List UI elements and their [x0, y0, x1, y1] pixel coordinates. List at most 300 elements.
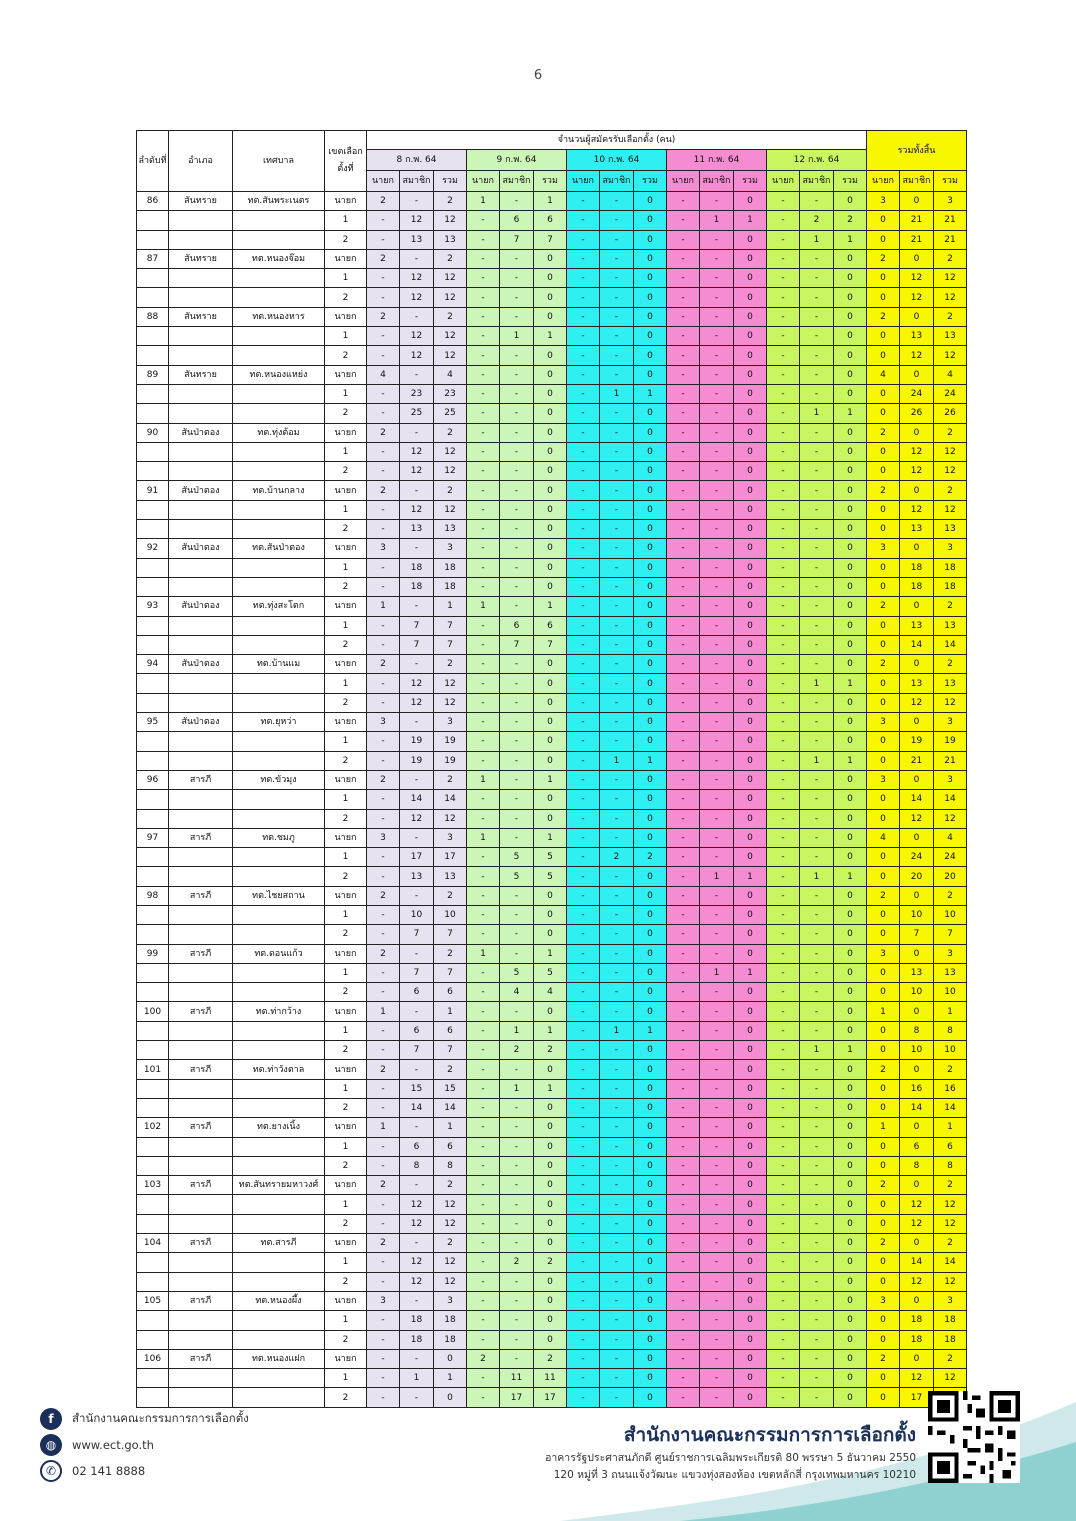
- row-value-cell: 0: [834, 1060, 867, 1079]
- row-value-cell: 0: [534, 1176, 567, 1195]
- row-value-cell: 18: [934, 577, 967, 596]
- row-amphoe: [169, 925, 233, 944]
- row-amphoe: [169, 1021, 233, 1040]
- row-value-cell: -: [800, 269, 834, 288]
- row-value-cell: -: [767, 1041, 800, 1060]
- row-value-cell: -: [800, 539, 834, 558]
- row-value-cell: -: [700, 1002, 734, 1021]
- row-value-cell: 2: [434, 655, 467, 674]
- row-value-cell: -: [667, 1118, 700, 1137]
- row-value-cell: -: [567, 674, 600, 693]
- row-value-cell: -: [600, 1041, 634, 1060]
- table-row: [137, 288, 967, 307]
- row-value-cell: 10: [400, 905, 434, 924]
- row-tessaban: [233, 442, 325, 461]
- row-value-cell: -: [400, 828, 434, 847]
- row-value-cell: -: [700, 365, 734, 384]
- row-value-cell: 12: [900, 288, 934, 307]
- row-value-cell: -: [600, 1118, 634, 1137]
- row-value-cell: 13: [434, 867, 467, 886]
- candidates-table: [136, 130, 967, 1408]
- row-tessaban: [233, 1195, 325, 1214]
- row-value-cell: 0: [867, 1253, 900, 1272]
- row-value-cell: -: [600, 442, 634, 461]
- row-no: [137, 1137, 169, 1156]
- table-row: [137, 674, 967, 693]
- row-value-cell: -: [667, 1156, 700, 1175]
- row-tessaban: [233, 230, 325, 249]
- row-value-cell: -: [800, 1021, 834, 1040]
- row-value-cell: -: [567, 905, 600, 924]
- row-value-cell: 3: [867, 770, 900, 789]
- row-amphoe: [169, 327, 233, 346]
- row-value-cell: -: [700, 886, 734, 905]
- org-address-line-2: 120 หมู่ที่ 3 ถนนแจ้งวัฒนะ แขวงทุ่งสองห้อง เขตหลักสี่ กรุงเทพมหานคร 10210: [553, 1469, 916, 1481]
- row-value-cell: 0: [634, 365, 667, 384]
- row-amphoe: [169, 983, 233, 1002]
- row-value-cell: -: [767, 1002, 800, 1021]
- row-value-cell: -: [567, 1098, 600, 1117]
- row-value-cell: -: [700, 1369, 734, 1388]
- row-amphoe: สันทราย: [169, 192, 233, 211]
- row-value-cell: 0: [834, 1002, 867, 1021]
- row-value-cell: -: [767, 655, 800, 674]
- row-amphoe: [169, 1041, 233, 1060]
- row-value-cell: 0: [834, 539, 867, 558]
- row-value-cell: -: [600, 481, 634, 500]
- row-district: 1: [325, 905, 367, 924]
- row-value-cell: 12: [900, 442, 934, 461]
- row-value-cell: 2: [434, 944, 467, 963]
- row-value-cell: 0: [534, 442, 567, 461]
- row-value-cell: 0: [867, 809, 900, 828]
- row-value-cell: -: [767, 1214, 800, 1233]
- row-value-cell: 0: [634, 674, 667, 693]
- row-value-cell: 12: [934, 1369, 967, 1388]
- row-amphoe: สารภี: [169, 770, 233, 789]
- row-district: นายก: [325, 365, 367, 384]
- row-value-cell: -: [567, 269, 600, 288]
- row-value-cell: -: [367, 983, 400, 1002]
- row-value-cell: -: [400, 1002, 434, 1021]
- row-value-cell: 1: [934, 1002, 967, 1021]
- row-value-cell: -: [600, 693, 634, 712]
- row-value-cell: 2: [867, 597, 900, 616]
- row-value-cell: -: [767, 211, 800, 230]
- row-value-cell: 0: [634, 192, 667, 211]
- row-amphoe: [169, 1195, 233, 1214]
- row-no: 90: [137, 423, 169, 442]
- row-value-cell: 2: [367, 1234, 400, 1253]
- table-row: [137, 1311, 967, 1330]
- table-row: [137, 404, 967, 423]
- row-value-cell: -: [800, 1311, 834, 1330]
- row-amphoe: [169, 867, 233, 886]
- row-tessaban: [233, 963, 325, 982]
- row-value-cell: -: [600, 597, 634, 616]
- row-value-cell: 0: [834, 288, 867, 307]
- row-district: 2: [325, 577, 367, 596]
- row-no: [137, 1330, 169, 1349]
- row-value-cell: 2: [434, 249, 467, 268]
- row-amphoe: [169, 790, 233, 809]
- row-value-cell: 21: [900, 751, 934, 770]
- row-value-cell: 7: [400, 616, 434, 635]
- row-value-cell: 7: [400, 1041, 434, 1060]
- row-tessaban: [233, 346, 325, 365]
- row-value-cell: -: [467, 713, 500, 732]
- row-value-cell: 7: [500, 635, 534, 654]
- row-value-cell: 10: [900, 983, 934, 1002]
- row-value-cell: -: [367, 558, 400, 577]
- row-value-cell: -: [367, 1079, 400, 1098]
- row-tessaban: [233, 327, 325, 346]
- row-value-cell: -: [367, 751, 400, 770]
- row-value-cell: -: [700, 1349, 734, 1368]
- row-value-cell: 0: [867, 1041, 900, 1060]
- row-value-cell: 0: [634, 1060, 667, 1079]
- row-district: 1: [325, 500, 367, 519]
- row-value-cell: 0: [834, 983, 867, 1002]
- row-value-cell: -: [467, 1291, 500, 1310]
- row-value-cell: 12: [900, 462, 934, 481]
- row-amphoe: [169, 404, 233, 423]
- row-value-cell: -: [600, 905, 634, 924]
- row-value-cell: -: [800, 1176, 834, 1195]
- row-value-cell: 3: [867, 713, 900, 732]
- row-value-cell: 0: [867, 211, 900, 230]
- row-value-cell: 2: [367, 944, 400, 963]
- row-value-cell: -: [800, 655, 834, 674]
- row-value-cell: 0: [867, 558, 900, 577]
- row-value-cell: -: [667, 481, 700, 500]
- row-value-cell: -: [600, 192, 634, 211]
- row-value-cell: -: [467, 365, 500, 384]
- table-row: [137, 327, 967, 346]
- row-value-cell: 0: [734, 249, 767, 268]
- row-value-cell: 1: [534, 770, 567, 789]
- row-value-cell: 6: [934, 1137, 967, 1156]
- row-value-cell: -: [700, 462, 734, 481]
- row-value-cell: 2: [434, 192, 467, 211]
- row-value-cell: 18: [434, 558, 467, 577]
- row-value-cell: 12: [934, 1272, 967, 1291]
- row-amphoe: สารภี: [169, 886, 233, 905]
- row-value-cell: 14: [434, 1098, 467, 1117]
- row-value-cell: 13: [900, 616, 934, 635]
- row-value-cell: 0: [734, 269, 767, 288]
- row-value-cell: -: [467, 346, 500, 365]
- row-value-cell: 3: [434, 539, 467, 558]
- row-value-cell: 18: [400, 577, 434, 596]
- row-amphoe: [169, 462, 233, 481]
- row-value-cell: -: [500, 1234, 534, 1253]
- row-value-cell: 1: [800, 674, 834, 693]
- table-row: [137, 462, 967, 481]
- header-group-title: จำนวนผู้สมัครรับเลือกตั้ง (คน): [367, 131, 867, 150]
- row-amphoe: สารภี: [169, 1291, 233, 1310]
- row-no: 100: [137, 1002, 169, 1021]
- table-row: [137, 481, 967, 500]
- row-value-cell: -: [600, 1330, 634, 1349]
- row-tessaban: [233, 211, 325, 230]
- row-value-cell: -: [567, 790, 600, 809]
- row-district: 2: [325, 983, 367, 1002]
- row-value-cell: 0: [834, 1369, 867, 1388]
- row-value-cell: 0: [634, 886, 667, 905]
- row-value-cell: 0: [534, 1195, 567, 1214]
- row-value-cell: 0: [634, 983, 667, 1002]
- row-value-cell: 6: [434, 983, 467, 1002]
- row-value-cell: -: [667, 713, 700, 732]
- row-value-cell: 0: [834, 520, 867, 539]
- row-value-cell: -: [567, 597, 600, 616]
- row-value-cell: -: [767, 828, 800, 847]
- row-value-cell: 1: [500, 327, 534, 346]
- row-value-cell: 0: [534, 655, 567, 674]
- row-value-cell: 24: [900, 848, 934, 867]
- table-row: [137, 442, 967, 461]
- row-value-cell: 2: [934, 1060, 967, 1079]
- facebook-icon[interactable]: f: [40, 1408, 62, 1430]
- subheader-d5-member: สมาชิก: [800, 171, 834, 192]
- row-amphoe: [169, 1214, 233, 1233]
- row-value-cell: 0: [634, 481, 667, 500]
- row-value-cell: 0: [834, 346, 867, 365]
- row-value-cell: 0: [867, 1195, 900, 1214]
- row-value-cell: 1: [534, 192, 567, 211]
- row-value-cell: -: [667, 1349, 700, 1368]
- row-value-cell: -: [700, 1137, 734, 1156]
- row-no: [137, 1195, 169, 1214]
- row-value-cell: -: [700, 1291, 734, 1310]
- row-value-cell: -: [767, 192, 800, 211]
- row-value-cell: 14: [900, 790, 934, 809]
- row-value-cell: -: [500, 442, 534, 461]
- row-value-cell: 12: [434, 327, 467, 346]
- row-value-cell: -: [600, 577, 634, 596]
- row-amphoe: [169, 346, 233, 365]
- row-value-cell: 14: [934, 1098, 967, 1117]
- row-value-cell: 2: [534, 1253, 567, 1272]
- row-value-cell: 0: [534, 269, 567, 288]
- table-row: [137, 1156, 967, 1175]
- row-value-cell: -: [600, 1214, 634, 1233]
- row-value-cell: 0: [900, 1234, 934, 1253]
- row-value-cell: -: [500, 1137, 534, 1156]
- table-row: [137, 249, 967, 268]
- row-value-cell: -: [467, 384, 500, 403]
- table-row: [137, 500, 967, 519]
- row-value-cell: -: [367, 577, 400, 596]
- row-value-cell: -: [367, 1098, 400, 1117]
- row-amphoe: [169, 809, 233, 828]
- row-value-cell: 13: [934, 616, 967, 635]
- row-no: [137, 577, 169, 596]
- row-value-cell: 0: [834, 1388, 867, 1407]
- row-amphoe: สันป่าตอง: [169, 655, 233, 674]
- row-value-cell: 0: [634, 713, 667, 732]
- row-tessaban: ทต.สันทรายมหาวงศ์: [233, 1176, 325, 1195]
- facebook-label[interactable]: สำนักงานคณะกรรมการการเลือกตั้ง: [72, 1411, 249, 1425]
- row-value-cell: -: [500, 770, 534, 789]
- row-value-cell: -: [467, 867, 500, 886]
- row-tessaban: [233, 558, 325, 577]
- row-value-cell: -: [800, 1253, 834, 1272]
- row-value-cell: -: [767, 597, 800, 616]
- row-value-cell: -: [700, 384, 734, 403]
- row-district: 1: [325, 327, 367, 346]
- row-value-cell: -: [700, 674, 734, 693]
- row-value-cell: 1: [600, 1021, 634, 1040]
- row-value-cell: 1: [834, 404, 867, 423]
- row-value-cell: -: [800, 1002, 834, 1021]
- header-date-5: 12 ก.พ. 64: [767, 150, 867, 171]
- row-value-cell: 0: [867, 1079, 900, 1098]
- row-value-cell: -: [800, 1349, 834, 1368]
- row-value-cell: 14: [900, 635, 934, 654]
- row-value-cell: -: [467, 693, 500, 712]
- row-value-cell: -: [667, 751, 700, 770]
- row-value-cell: 2: [367, 307, 400, 326]
- table-row: [137, 1176, 967, 1195]
- row-value-cell: 0: [834, 713, 867, 732]
- row-district: 2: [325, 1272, 367, 1291]
- row-value-cell: 0: [867, 346, 900, 365]
- row-no: 96: [137, 770, 169, 789]
- row-value-cell: 4: [934, 365, 967, 384]
- table-row: [137, 848, 967, 867]
- row-value-cell: -: [800, 288, 834, 307]
- row-value-cell: -: [800, 925, 834, 944]
- row-value-cell: -: [500, 1195, 534, 1214]
- row-value-cell: -: [767, 307, 800, 326]
- row-value-cell: 0: [834, 616, 867, 635]
- row-value-cell: -: [767, 1388, 800, 1407]
- row-value-cell: 0: [834, 597, 867, 616]
- row-value-cell: -: [367, 925, 400, 944]
- row-value-cell: -: [367, 1137, 400, 1156]
- table-row: [137, 211, 967, 230]
- row-value-cell: 0: [734, 693, 767, 712]
- row-value-cell: 0: [634, 269, 667, 288]
- row-value-cell: -: [700, 1098, 734, 1117]
- row-district: 1: [325, 848, 367, 867]
- row-amphoe: [169, 635, 233, 654]
- row-value-cell: 0: [867, 983, 900, 1002]
- row-value-cell: 7: [900, 925, 934, 944]
- row-value-cell: 8: [934, 1156, 967, 1175]
- row-value-cell: 0: [734, 1253, 767, 1272]
- row-value-cell: -: [700, 1118, 734, 1137]
- row-amphoe: [169, 751, 233, 770]
- table-row: [137, 1021, 967, 1040]
- row-value-cell: -: [500, 790, 534, 809]
- row-value-cell: 0: [534, 1291, 567, 1310]
- row-value-cell: 0: [734, 1021, 767, 1040]
- row-amphoe: [169, 616, 233, 635]
- row-value-cell: -: [667, 539, 700, 558]
- row-value-cell: 0: [534, 288, 567, 307]
- row-value-cell: 1: [800, 404, 834, 423]
- row-value-cell: 14: [900, 1253, 934, 1272]
- row-value-cell: -: [700, 751, 734, 770]
- row-value-cell: -: [467, 1079, 500, 1098]
- row-value-cell: -: [667, 809, 700, 828]
- row-value-cell: 0: [634, 288, 667, 307]
- row-value-cell: -: [667, 693, 700, 712]
- row-no: [137, 211, 169, 230]
- row-value-cell: 8: [934, 1021, 967, 1040]
- row-no: 99: [137, 944, 169, 963]
- row-value-cell: 0: [734, 230, 767, 249]
- row-value-cell: 12: [934, 1214, 967, 1233]
- row-value-cell: 12: [900, 500, 934, 519]
- subheader-d4-mayor: นายก: [667, 171, 700, 192]
- row-district: 1: [325, 674, 367, 693]
- row-district: 2: [325, 751, 367, 770]
- row-value-cell: 0: [834, 577, 867, 596]
- row-value-cell: 0: [867, 500, 900, 519]
- row-value-cell: -: [667, 269, 700, 288]
- row-value-cell: 1: [467, 944, 500, 963]
- row-value-cell: 17: [900, 1388, 934, 1407]
- row-value-cell: -: [500, 1060, 534, 1079]
- subheader-d1-mayor: นายก: [367, 171, 400, 192]
- row-value-cell: 19: [400, 732, 434, 751]
- row-value-cell: 7: [400, 925, 434, 944]
- row-value-cell: -: [667, 674, 700, 693]
- row-value-cell: -: [500, 481, 534, 500]
- row-value-cell: -: [400, 423, 434, 442]
- row-value-cell: 12: [934, 1195, 967, 1214]
- website-link[interactable]: www.ect.go.th: [72, 1438, 154, 1452]
- row-value-cell: 2: [934, 307, 967, 326]
- row-amphoe: [169, 693, 233, 712]
- table-row: [137, 616, 967, 635]
- row-value-cell: 0: [734, 597, 767, 616]
- row-value-cell: 20: [900, 867, 934, 886]
- row-district: 2: [325, 809, 367, 828]
- row-value-cell: -: [367, 616, 400, 635]
- row-value-cell: 1: [634, 384, 667, 403]
- row-value-cell: 0: [734, 307, 767, 326]
- row-value-cell: 0: [734, 481, 767, 500]
- row-value-cell: 13: [934, 327, 967, 346]
- row-value-cell: -: [400, 365, 434, 384]
- row-no: [137, 1041, 169, 1060]
- row-value-cell: 12: [434, 1214, 467, 1233]
- row-value-cell: 12: [400, 346, 434, 365]
- row-no: [137, 442, 169, 461]
- row-value-cell: 0: [734, 713, 767, 732]
- row-value-cell: -: [467, 1311, 500, 1330]
- row-amphoe: สารภี: [169, 1118, 233, 1137]
- row-value-cell: -: [767, 983, 800, 1002]
- row-value-cell: 0: [734, 462, 767, 481]
- row-value-cell: 18: [900, 577, 934, 596]
- row-value-cell: 0: [834, 481, 867, 500]
- subheader-d3-sum: รวม: [634, 171, 667, 192]
- row-value-cell: 12: [900, 1272, 934, 1291]
- row-value-cell: 2: [434, 423, 467, 442]
- row-tessaban: [233, 693, 325, 712]
- row-value-cell: 0: [534, 1214, 567, 1233]
- table-row: [137, 1369, 967, 1388]
- row-value-cell: -: [667, 905, 700, 924]
- row-no: 103: [137, 1176, 169, 1195]
- row-value-cell: -: [500, 751, 534, 770]
